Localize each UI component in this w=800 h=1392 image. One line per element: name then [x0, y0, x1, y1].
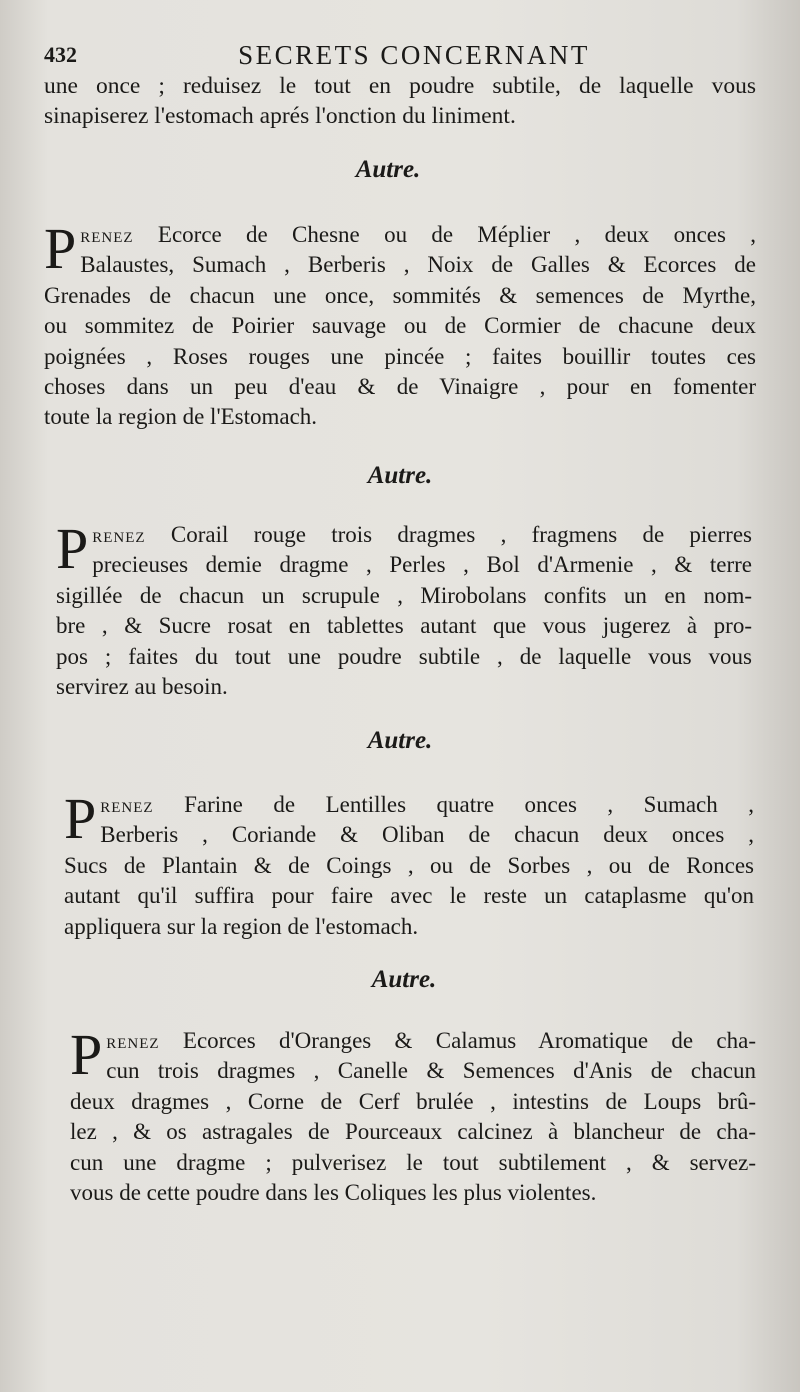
text-line: choses dans un peu d'eau & de Vinaigre , pour en fomenter — [44, 374, 756, 400]
recipe-paragraph — [64, 786, 754, 942]
section-heading: Autre. — [367, 727, 433, 754]
text-line: Balaustes, Sumach , Berberis , Noix de Galles & Ecorces de — [80, 252, 756, 278]
text-line: sinapiserez l'estomach aprés l'onction du liniment. — [44, 102, 516, 129]
opening-paragraph — [44, 72, 756, 132]
section-heading: Autre. — [355, 156, 421, 183]
recipe-paragraph — [44, 216, 757, 433]
page-number: 432 — [44, 42, 77, 67]
text-line: Berberis , Coriande & Oliban de chacun deux onces , — [100, 822, 754, 848]
running-head-title: SECRETS CONCERNANT — [238, 40, 590, 70]
running-head — [44, 40, 756, 72]
text-line: appliquera sur la region de l'estomach. — [64, 913, 419, 939]
section-heading: Autre. — [371, 966, 437, 993]
text-line: Sucs de Plantain & de Coings , ou de Sorbes , ou de Ronces — [64, 852, 754, 878]
section-heading: Autre. — [367, 462, 433, 489]
text-line: Ecorce de Chesne ou de Méplier , deux onces , — [157, 222, 757, 247]
text-line: autant qu'il suffira pour faire avec le reste un cataplasme qu'on — [64, 883, 754, 909]
recipe-paragraph — [70, 1022, 756, 1208]
drop-cap: P — [70, 1022, 103, 1087]
text-line: servirez au besoin. — [56, 674, 228, 700]
drop-cap: P — [64, 786, 97, 851]
text-line: cun une dragme ; pulverisez le tout subtilement , & servez- — [70, 1149, 756, 1175]
small-caps-word: renez — [100, 793, 154, 817]
text-line: Grenades de chacun une once, sommités & semences de Myrthe, — [44, 282, 756, 308]
small-caps-word: renez — [106, 1029, 160, 1053]
text-line: toute la region de l'Estomach. — [44, 404, 318, 430]
small-caps-word: renez — [80, 223, 134, 247]
text-line: Corail rouge trois dragmes , fragmens de pierres — [170, 522, 752, 547]
text-line: cun trois dragmes , Canelle & Semences d'Anis de chacun — [106, 1058, 756, 1084]
text-line: bre , & Sucre rosat en tablettes autant que vous jugerez à pro- — [56, 613, 752, 639]
text-line: Ecorces d'Oranges & Calamus Aromatique de cha- — [182, 1028, 756, 1053]
text-line: deux dragmes , Corne de Cerf brulée , intestins de Loups brû- — [70, 1088, 756, 1114]
text-line: vous de cette poudre dans les Coliques les plus violentes. — [70, 1180, 597, 1206]
text-line: une once ; reduisez le tout en poudre subtile, de laquelle vous — [44, 73, 756, 99]
drop-cap: P — [44, 216, 77, 281]
recipe-paragraph — [56, 516, 752, 702]
small-caps-word: renez — [92, 523, 146, 547]
text-line: poignées , Roses rouges une pincée ; faites bouillir toutes ces — [44, 343, 756, 369]
text-line: ou sommitez de Poirier sauvage ou de Cormier de chacune deux — [44, 313, 756, 339]
text-line: precieuses demie dragme , Perles , Bol d'Armenie , & terre — [92, 552, 752, 578]
text-line: sigillée de chacun un scrupule , Mirobolans confits un en nom- — [56, 582, 752, 608]
text-line: lez , & os astragales de Pourceaux calcinez à blancheur de cha- — [70, 1119, 756, 1145]
text-line: pos ; faites du tout une poudre subtile , de laquelle vous vous — [56, 643, 752, 669]
drop-cap: P — [56, 516, 89, 581]
text-line: Farine de Lentilles quatre onces , Sumach , — [184, 792, 754, 817]
